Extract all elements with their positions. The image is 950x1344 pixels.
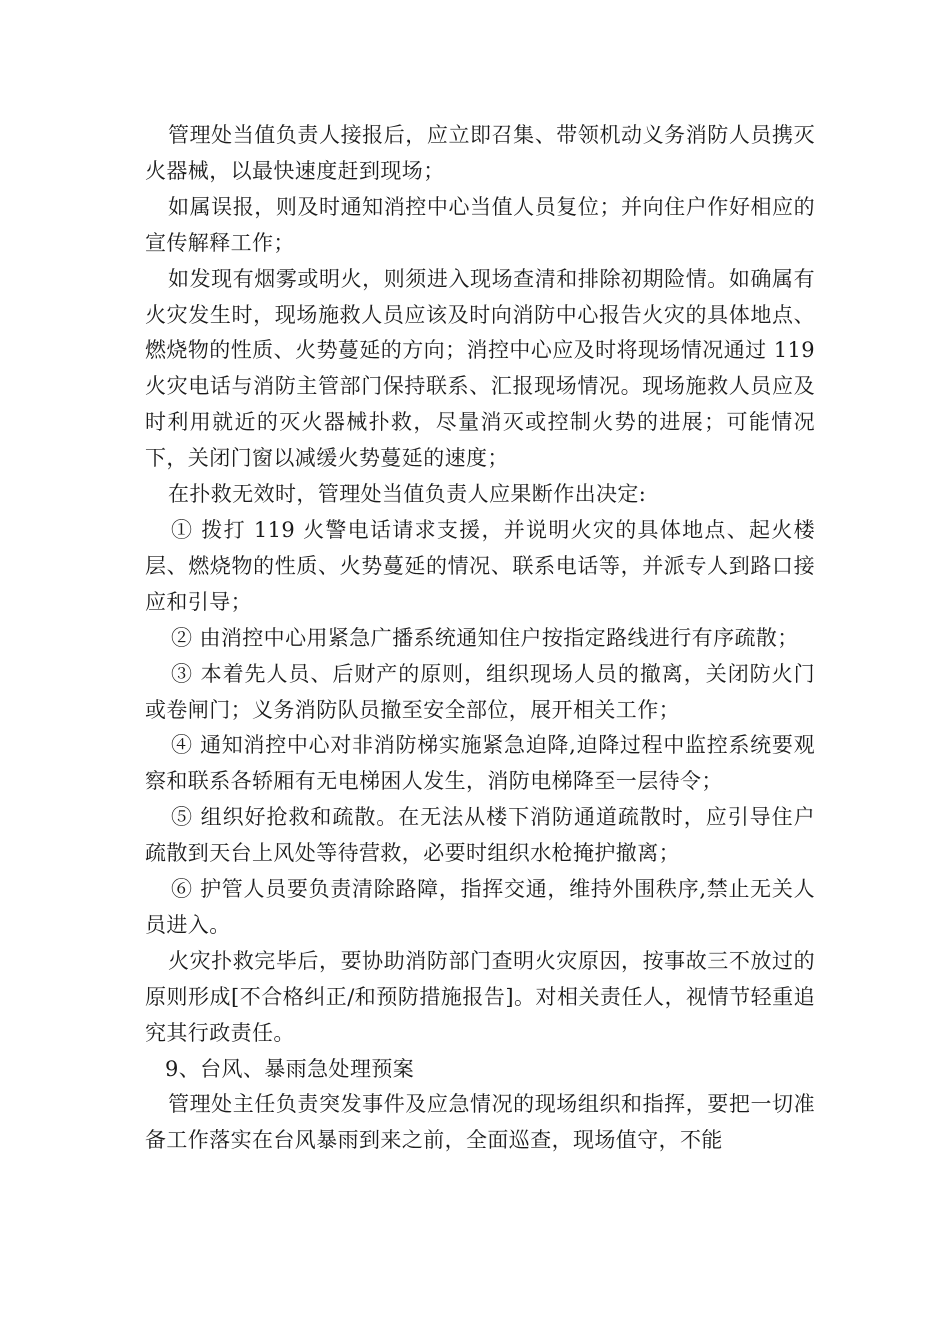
paragraph-after-fire: 火灾扑救完毕后，要协助消防部门查明火灾原因，按事故三不放过的原则形成[不合格纠正/和预防措施报告]。对相关责任人，视情节轻重追究其行政责任。 [145, 948, 815, 1045]
list-item-1: ① 拨打 119 火警电话请求支援，并说明火灾的具体地点、起火楼层、燃烧物的性质、火势蔓延的情况、联系电话等，并派专人到路口接应和引导； [145, 517, 815, 614]
list-item-6: ⑥ 护管人员要负责清除路障，指挥交通，维持外围秩序,禁止无关人员进入。 [145, 877, 815, 937]
document-page [145, 118, 815, 1159]
list-item-2: ② 由消控中心用紧急广播系统通知住户按指定路线进行有序疏散； [171, 625, 799, 650]
list-item-3: ③ 本着先人员、后财产的原则，组织现场人员的撤离，关闭防火门或卷闸门；义务消防队员撤至安全部位，展开相关工作； [145, 661, 815, 722]
paragraph-typhoon-manager: 管理处主任负责突发事件及应急情况的现场组织和指挥，要把一切准备工作落实在台风暴雨到来之前，全面巡查，现场值守，不能 [145, 1092, 815, 1153]
paragraph-ineffective-rescue: 在扑救无效时，管理处当值负责人应果断作出决定: [168, 482, 647, 507]
paragraph-false-alarm: 如属误报，则及时通知消控中心当值人员复位；并向住户作好相应的宣传解释工作； [145, 194, 815, 255]
list-item-5: ⑤ 组织好抢救和疏散。在无法从楼下消防通道疏散时，应引导住户疏散到天台上风处等待营救，必要时组织水枪掩护撤离； [145, 805, 815, 866]
list-item-4: ④ 通知消控中心对非消防梯实施紧急迫降,迫降过程中监控系统要观察和联系各轿厢有无电梯困人发生，消防电梯降至一层待令； [145, 733, 815, 794]
section-heading-typhoon: 9、台风、暴雨急处理预案 [165, 1056, 415, 1081]
paragraph-smoke-fire: 如发现有烟雾或明火，则须进入现场查清和排除初期险情。如确属有火灾发生时，现场施救人员应该及时向消防中心报告火灾的具体地点、燃烧物的性质、火势蔓延的方向；消控中心应及时将现场情况通过 119 火灾电话与消防主管部门保持联系、汇报现场情况。现场施救人员应及时利用就近的灭火器械扑救，尽量消灭或控制火势的进展；可能情况下，关闭门窗以减缓火势蔓延的速度； [145, 266, 815, 471]
paragraph-report-response: 管理处当值负责人接报后，应立即召集、带领机动义务消防人员携灭火器械，以最快速度赶到现场； [145, 123, 815, 183]
